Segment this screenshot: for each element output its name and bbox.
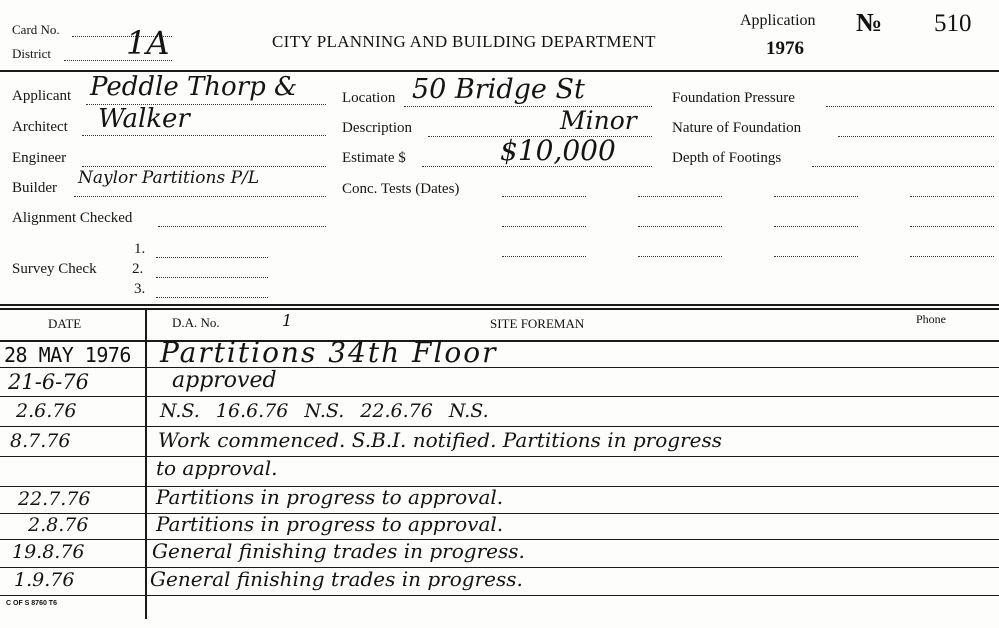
description-label: Description xyxy=(342,120,412,136)
alignment-line xyxy=(158,226,326,227)
depth-of-footings-line xyxy=(812,166,994,167)
log-entry-date: 22.7.76 xyxy=(18,488,91,510)
log-row-line xyxy=(0,367,999,368)
conc-tests-label: Conc. Tests (Dates) xyxy=(342,181,460,197)
location-value: 50 Bridge St xyxy=(412,74,585,105)
log-entry-date: 2.8.76 xyxy=(28,514,89,536)
conc-test-cell xyxy=(502,226,586,227)
da-no-value: 1 xyxy=(282,311,293,330)
conc-test-cell xyxy=(774,196,858,197)
description-value: Minor xyxy=(560,106,637,135)
log-entry-date: 2.6.76 xyxy=(16,400,77,422)
conc-test-cell xyxy=(638,196,722,197)
log-entry-text: Partitions 34th Floor xyxy=(160,336,498,369)
form-code: C OF S 8760 T6 xyxy=(6,600,57,607)
log-top-divider-double xyxy=(0,308,999,310)
estimate-value: $10,000 xyxy=(500,134,616,167)
survey-number-1: 1. xyxy=(134,241,146,257)
conc-test-cell xyxy=(910,226,994,227)
log-row-line xyxy=(0,595,999,596)
architect-label: Architect xyxy=(12,119,68,135)
log-entry-text: approved xyxy=(172,368,277,393)
survey-line-3 xyxy=(156,297,268,298)
architect-value: Walker xyxy=(98,104,190,134)
log-entry-text: General finishing trades in progress. xyxy=(152,539,525,563)
date-column-header: DATE xyxy=(48,316,82,331)
district-label: District xyxy=(12,46,51,61)
log-entry-text: Partitions in progress to approval. xyxy=(156,485,504,509)
log-entry-text: Partitions in progress to approval. xyxy=(156,512,504,536)
conc-test-cell xyxy=(502,196,586,197)
application-number: 510 xyxy=(934,10,972,37)
survey-line-2 xyxy=(156,277,268,278)
log-row-line xyxy=(0,426,999,427)
nature-of-foundation-line xyxy=(838,136,994,137)
alignment-label: Alignment Checked xyxy=(12,210,133,226)
nature-of-foundation-label: Nature of Foundation xyxy=(672,120,802,136)
applicant-value: Peddle Thorp & xyxy=(90,72,298,102)
builder-value: Naylor Partitions P/L xyxy=(78,168,260,188)
depth-of-footings-label: Depth of Footings xyxy=(672,150,782,166)
log-row-line xyxy=(0,456,999,457)
builder-label: Builder xyxy=(12,180,57,196)
log-entry-date: 21-6-76 xyxy=(8,370,89,394)
da-no-label: D.A. No. xyxy=(172,315,220,330)
applicant-label: Applicant xyxy=(12,88,72,104)
site-foreman-label: SITE FOREMAN xyxy=(490,316,585,331)
log-entry-date: 1.9.76 xyxy=(14,569,75,591)
conc-test-cell xyxy=(910,256,994,257)
survey-number-3: 3. xyxy=(134,281,146,297)
location-label: Location xyxy=(342,90,396,106)
survey-number-2: 2. xyxy=(132,261,144,277)
survey-check-label: Survey Check xyxy=(12,261,97,277)
conc-test-cell xyxy=(774,256,858,257)
number-symbol: № xyxy=(856,8,883,37)
log-entry-date: 28 MAY 1976 xyxy=(4,343,131,367)
log-entry-date: 8.7.76 xyxy=(10,430,71,452)
application-label: Application xyxy=(740,12,816,29)
conc-test-cell xyxy=(774,226,858,227)
log-entry-text: N.S. 16.6.76 N.S. 22.6.76 N.S. xyxy=(160,400,489,422)
builder-line xyxy=(74,196,326,197)
district-value: 1A xyxy=(126,24,170,62)
foundation-pressure-label: Foundation Pressure xyxy=(672,90,795,106)
conc-test-cell xyxy=(638,226,722,227)
estimate-label: Estimate $ xyxy=(342,150,406,166)
architect-line xyxy=(82,135,326,136)
log-column-divider xyxy=(145,309,147,619)
log-entry-date: 19.8.76 xyxy=(12,541,85,563)
engineer-label: Engineer xyxy=(12,150,67,166)
log-entry-text: General finishing trades in progress. xyxy=(150,567,523,591)
department-title: CITY PLANNING AND BUILDING DEPARTMENT xyxy=(272,32,656,51)
survey-line-1 xyxy=(156,257,268,258)
log-top-divider xyxy=(0,304,999,306)
log-entry-text: to approval. xyxy=(156,456,278,480)
engineer-line xyxy=(82,166,326,167)
log-row-line xyxy=(0,396,999,397)
conc-test-cell xyxy=(910,196,994,197)
conc-test-cell xyxy=(502,256,586,257)
foundation-pressure-line xyxy=(826,106,994,107)
application-year: 1976 xyxy=(766,38,804,59)
log-entry-text: Work commenced. S.B.I. notified. Partitions in progress xyxy=(158,428,723,452)
card-no-label: Card No. xyxy=(12,22,60,37)
log-header-divider xyxy=(0,340,999,342)
conc-test-cell xyxy=(638,256,722,257)
phone-label: Phone xyxy=(916,312,946,326)
